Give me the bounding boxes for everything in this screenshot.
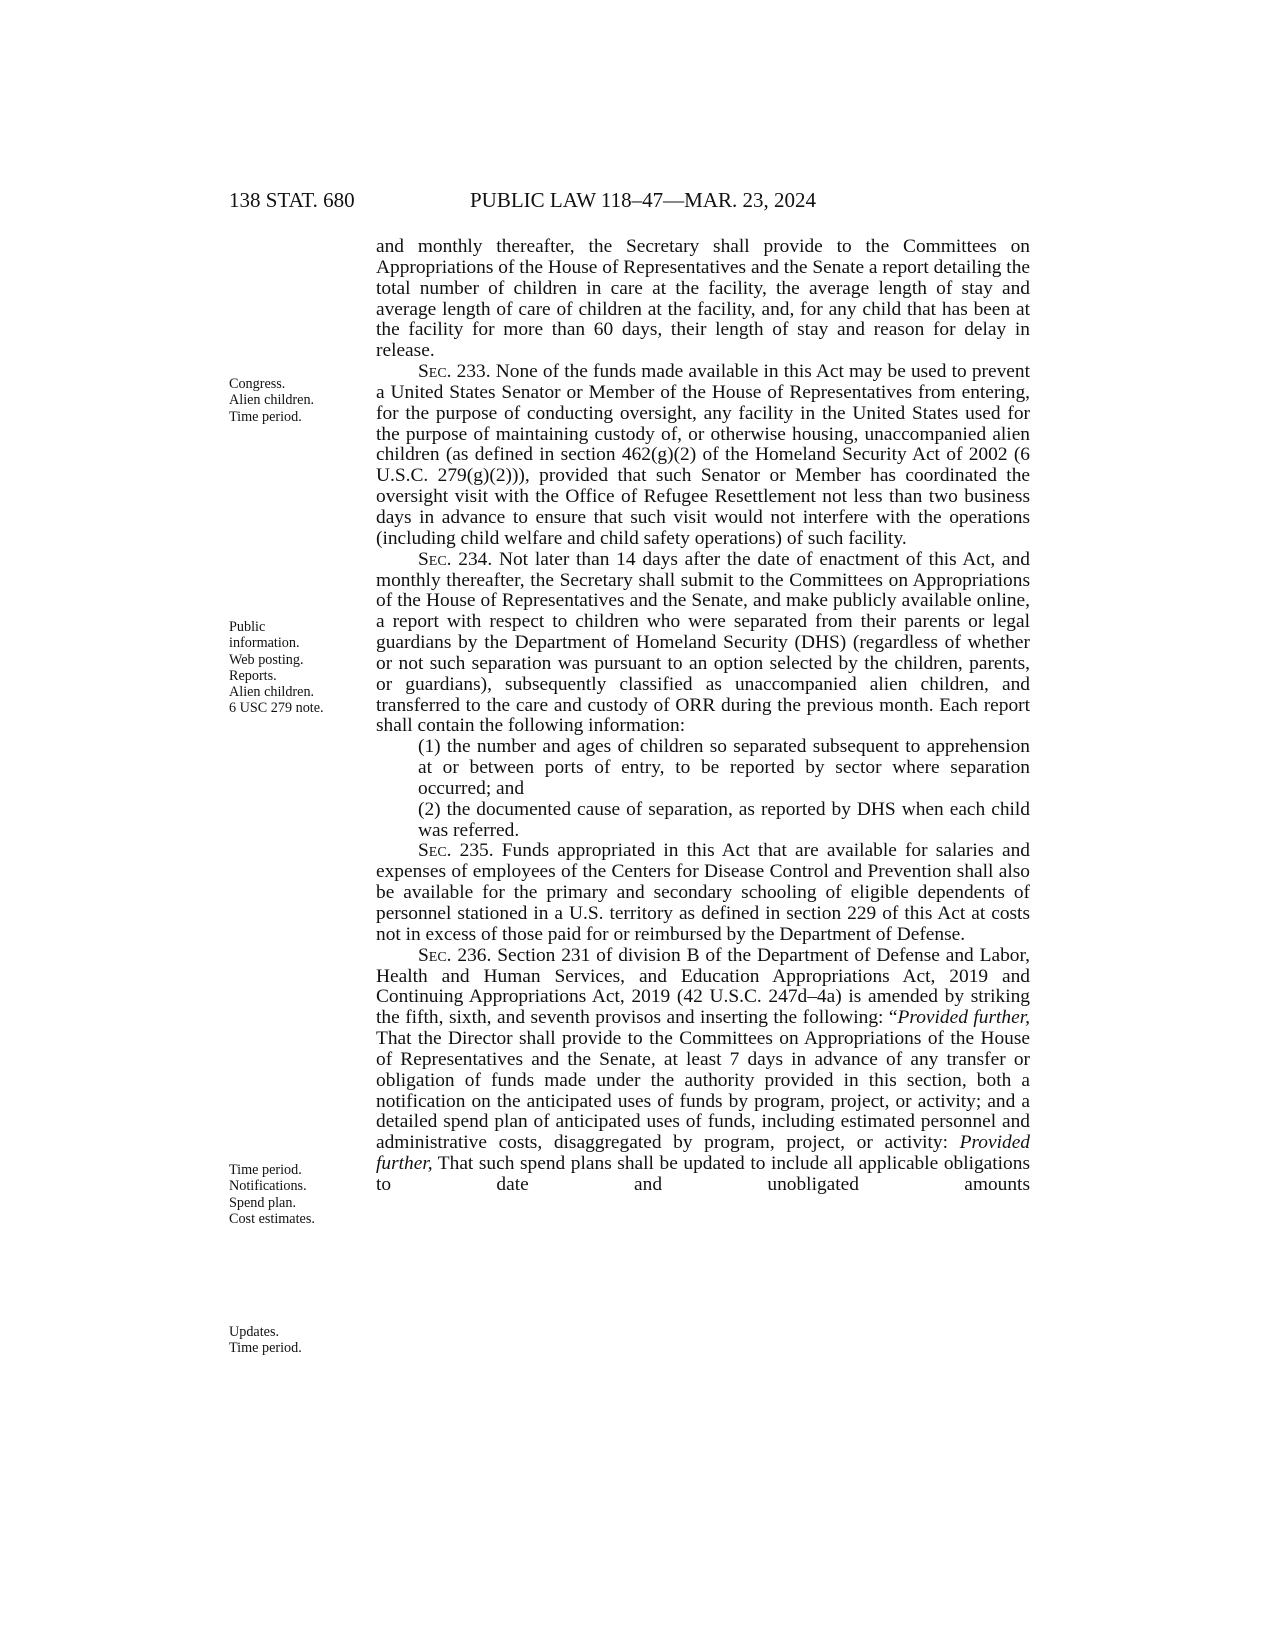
- list-item: [376, 737, 1030, 800]
- section-label: Sec. 234.: [418, 548, 493, 570]
- margin-note-line: Alien children.: [229, 684, 315, 701]
- statute-page-number: 138 STAT. 680: [229, 188, 355, 212]
- margin-note-line: Alien children.: [229, 392, 315, 409]
- section-text: That the Director shall provide to the Committees on Appropriations of the House of Representatives and the Senate, at least 7 days in advance of any transfer or obligation of funds made under the authority provided in this section, both a notification on the anticipated uses of funds by program, project, or activity; and a detailed spend plan of anticipated uses of funds, including estimated personnel and administrative costs, disaggregated by program, project, or activity:: [376, 1028, 1030, 1154]
- margin-note-line: Time period.: [229, 1340, 302, 1357]
- margin-note-line: Public: [229, 619, 266, 635]
- margin-note-line: Congress.: [229, 376, 286, 392]
- running-header-title: PUBLIC LAW 118–47—MAR. 23, 2024: [470, 188, 816, 212]
- section-label: Sec. 233.: [418, 361, 491, 383]
- section-text: None of the funds made available in this Act may be used to prevent a United States Senator or Member of the House of Representatives from entering, for the purpose of conducting oversight, any facility in the United States used for the purpose of maintaining custody of, or otherwise housing, unaccompanied alien children (as defined in section 462(g)(2) of the Homeland Security Act of 2002 (6 U.S.C. 279(g)(2))), provided that such Senator or Member has coordinated the oversight visit with the Office of Refugee Resettlement not less than two business days in advance to ensure that such visit would not interfere with the operations (including child welfare and child safety operations) of such facility.: [376, 361, 1031, 549]
- section-text: Section 231 of division B of the Department of Defense and Labor, Health and Human Services, and Education Appropriations Act, 2019 and Continuing Appropriations Act, 2019 (42 U.S.C. 247d–4a) is amended by striking the fifth, sixth, and seventh provisos and inserting the following: “: [376, 944, 1030, 1029]
- section-text: Funds appropriated in this Act that are available for salaries and expenses of employees of the Centers for Disease Control and Prevention shall also be available for the primary and secondary schooling of eligible dependents of personnel stationed in a U.S. territory as defined in section 229 of this Act at costs not in excess of those paid for or reimbursed by the Department of Defense.: [376, 840, 1030, 945]
- section-label: Sec. 236.: [418, 944, 492, 966]
- margin-note-line: 6 USC 279 note.: [229, 700, 324, 717]
- section-233: [376, 362, 1030, 550]
- section-234: [376, 550, 1030, 738]
- margin-note-line: Cost estimates.: [229, 1210, 315, 1227]
- section-label: Sec. 235.: [418, 840, 494, 862]
- margin-note-line: Time period.: [229, 1162, 302, 1178]
- section-236: [376, 946, 1030, 1196]
- proviso-phrase: Provided further,: [376, 1132, 1030, 1175]
- margin-note-updates: [229, 1324, 359, 1357]
- margin-note-public-information: [229, 619, 359, 717]
- margin-note-time-period: [229, 1162, 359, 1227]
- section-text: Not later than 14 days after the date of enactment of this Act, and monthly thereafter, the Secretary shall submit to the Committees on Appropriations of the House of Representatives and the Senate, and make publicly available online, a report with respect to children who were separated from their parents or legal guardians by the Department of Homeland Security (DHS) (regardless of whether or not such separation was pursuant to an option selected by the children, parents, or guardians), subsequently classified as unaccompanied alien children, and transferred to the care and custody of ORR during the previous month. Each report shall contain the following information:: [376, 548, 1030, 737]
- margin-note-line: information.: [229, 635, 300, 652]
- section-text: That such spend plans shall be updated to include all applicable obligations to date and unobligated amounts: [376, 1153, 1030, 1195]
- margin-note-line: Notifications.: [229, 1178, 307, 1195]
- margin-note-line: Spend plan.: [229, 1194, 296, 1211]
- margin-note-line: Reports.: [229, 667, 277, 684]
- list-item-text: (1) the number and ages of children so separated subsequent to apprehension at or between ports of entry, to be reported by sector where separation occurred; and: [418, 736, 1030, 799]
- body-text: [376, 237, 1030, 1196]
- list-item: [376, 800, 1030, 842]
- margin-note-line: Web posting.: [229, 651, 304, 668]
- margin-note-congress: [229, 376, 359, 425]
- proviso-phrase: Provided further,: [897, 1007, 1030, 1029]
- section-235: [376, 841, 1030, 945]
- margin-note-line: Time period.: [229, 408, 302, 425]
- margin-note-line: Updates.: [229, 1324, 280, 1340]
- continued-paragraph: and monthly thereafter, the Secretary shall provide to the Committees on Appropriations of the House of Representatives and the Senate a report detailing the total number of children in care at the facility, the average length of stay and average length of care of children at the facility, and, for any child that has been at the facility for more than 60 days, their length of stay and reason for delay in release.: [376, 236, 1030, 362]
- list-item-text: (2) the documented cause of separation, as reported by DHS when each child was referred.: [418, 798, 1030, 841]
